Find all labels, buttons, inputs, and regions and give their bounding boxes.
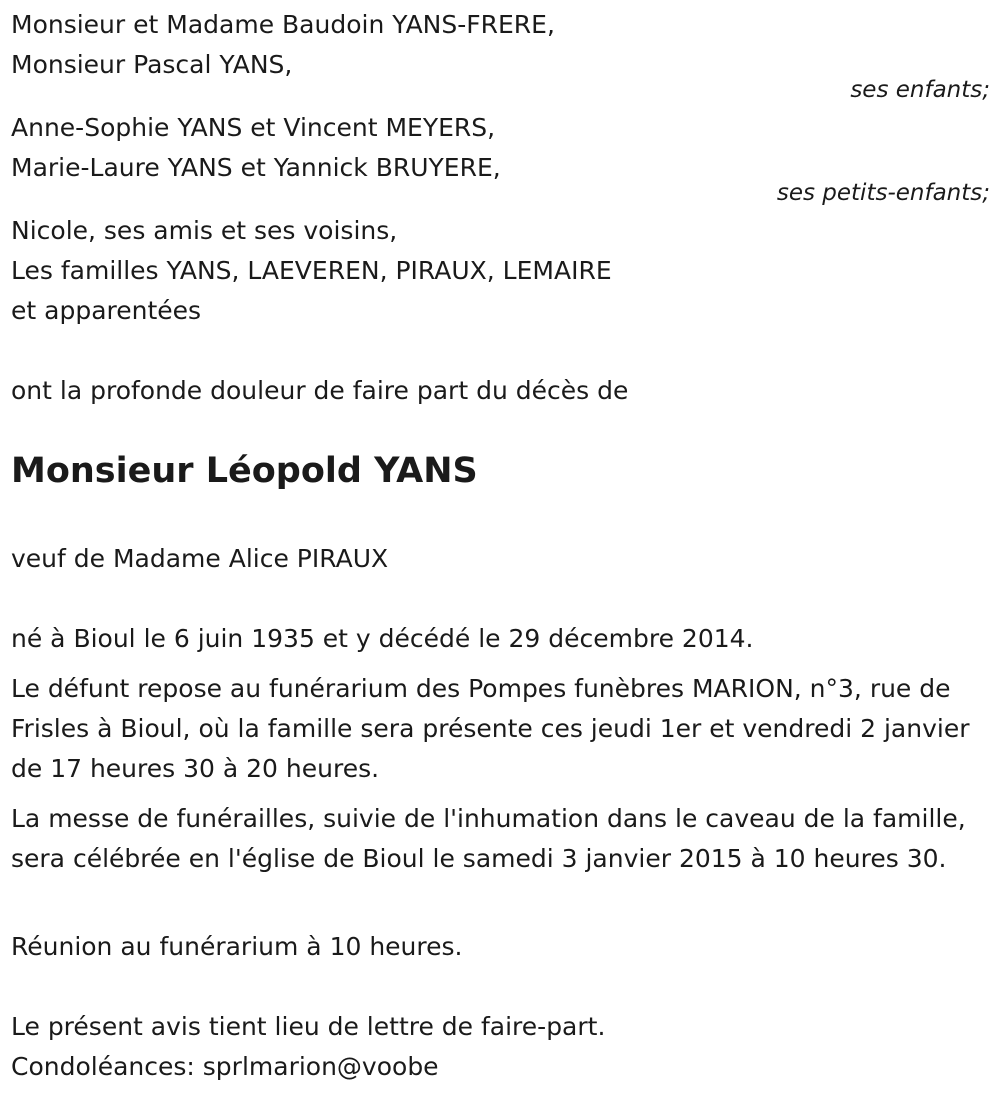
widower-of: veuf de Madame Alice PIRAUX (11, 544, 389, 573)
funeral-mass-paragraph: La messe de funérailles, suivie de l'inhumation dans le caveau de la famille, sera célébrée en l'église de Bioul le samedi 3 janvier 2015 à 10 heures 30. (11, 804, 966, 873)
others-line-2: Les familles YANS, LAEVEREN, PIRAUX, LEMAIRE (11, 256, 612, 285)
announcement: ont la profonde douleur de faire part du décès de (11, 376, 629, 405)
others-line-3: et apparentées (11, 296, 202, 325)
child-line-1: Monsieur et Madame Baudoin YANS-FRERE, (11, 10, 555, 39)
birth-death: né à Bioul le 6 juin 1935 et y décédé le 29 décembre 2014. (11, 624, 754, 653)
child-line-2: Monsieur Pascal YANS, (11, 50, 293, 79)
condolences: Condoléances: sprlmarion@voobe (11, 1052, 439, 1081)
deceased-name: Monsieur Léopold YANS (11, 451, 478, 491)
others-line-1: Nicole, ses amis et ses voisins, (11, 216, 398, 245)
grandchild-line-2: Marie-Laure YANS et Yannick BRUYERE, (11, 153, 501, 182)
repose-paragraph: Le défunt repose au funérarium des Pompes funèbres MARION, n°3, rue de Frisles à Bioul, où la famille sera présente ces jeudi 1er et vendredi 2 janvier de 17 heures 30 à 20 heures. (11, 674, 970, 783)
reunion: Réunion au funérarium à 10 heures. (11, 932, 463, 961)
notice: Le présent avis tient lieu de lettre de faire-part. (11, 1012, 606, 1041)
grandchild-line-1: Anne-Sophie YANS et Vincent MEYERS, (11, 113, 496, 142)
grandchildren-role: ses petits-enfants; (776, 180, 990, 206)
children-role: ses enfants; (850, 77, 990, 103)
